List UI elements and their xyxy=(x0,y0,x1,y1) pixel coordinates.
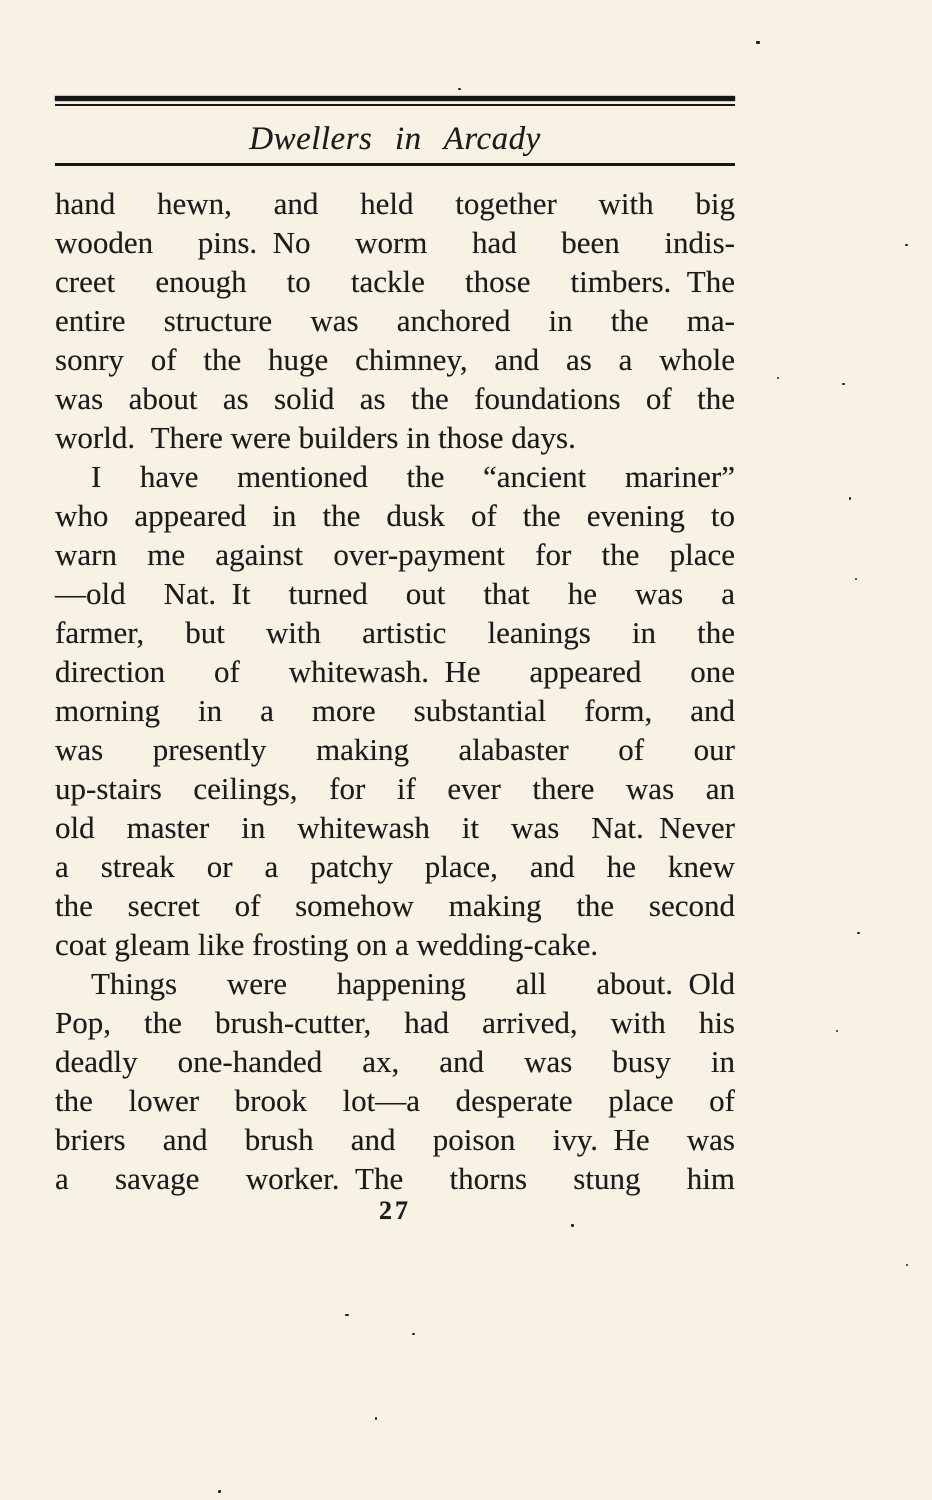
text-line: warn me against over-payment for the place xyxy=(55,537,735,572)
text-line: up-stairs ceilings, for if ever there was an xyxy=(55,771,735,806)
text-line: hand hewn, and held together with big xyxy=(55,186,735,221)
dust-speck xyxy=(855,578,857,580)
dust-speck xyxy=(777,377,779,379)
dust-speck xyxy=(857,932,860,934)
text-line: I have mentioned the “ancient mariner” xyxy=(91,459,735,494)
dust-speck xyxy=(412,1333,415,1335)
dust-speck xyxy=(836,1030,838,1032)
dust-speck xyxy=(218,1490,221,1493)
dust-speck xyxy=(906,1264,908,1266)
text-line: was presently making alabaster of our xyxy=(55,732,735,767)
header-rule-thick xyxy=(55,96,735,101)
text-line: old master in whitewash it was Nat. Never xyxy=(55,810,735,845)
text-line: creet enough to tackle those timbers. The xyxy=(55,264,735,299)
page-number: 27 xyxy=(379,1196,411,1225)
dust-speck xyxy=(849,497,851,500)
text-line: who appeared in the dusk of the evening to xyxy=(55,498,735,533)
text-line: entire structure was anchored in the ma- xyxy=(55,303,735,338)
text-line: —old Nat. It turned out that he was a xyxy=(55,576,735,611)
dust-speck xyxy=(458,88,461,90)
text-line: world. There were builders in those days. xyxy=(55,420,576,455)
dust-speck xyxy=(375,1417,377,1420)
text-line: farmer, but with artistic leanings in the xyxy=(55,615,735,650)
dust-speck xyxy=(345,1314,349,1316)
dust-speck xyxy=(842,383,845,385)
dust-speck xyxy=(756,41,760,44)
body-text xyxy=(55,184,735,1198)
dust-speck xyxy=(905,244,908,246)
dust-speck xyxy=(571,1224,574,1227)
text-line: a savage worker. The thorns stung him xyxy=(55,1161,735,1196)
text-line: a streak or a patchy place, and he knew xyxy=(55,849,735,884)
text-line: coat gleam like frosting on a wedding-cake. xyxy=(55,927,599,962)
text-line: direction of whitewash. He appeared one xyxy=(55,654,735,689)
text-line: Things were happening all about. Old xyxy=(91,966,735,1001)
header-rule-thin xyxy=(55,104,735,106)
text-line: was about as solid as the foundations of the xyxy=(55,381,735,416)
text-line: sonry of the huge chimney, and as a whole xyxy=(55,342,735,377)
text-line: wooden pins. No worm had been indis- xyxy=(55,225,735,260)
text-line: Pop, the brush-cutter, had arrived, with his xyxy=(55,1005,735,1040)
text-line: briers and brush and poison ivy. He was xyxy=(55,1122,735,1157)
text-line: deadly one-handed ax, and was busy in xyxy=(55,1044,735,1079)
running-head-title: Dwellers in Arcady xyxy=(249,121,541,157)
text-line: morning in a more substantial form, and xyxy=(55,693,735,728)
header-rule-under xyxy=(55,163,735,166)
text-line: the secret of somehow making the second xyxy=(55,888,735,923)
text-line: the lower brook lot—a desperate place of xyxy=(55,1083,735,1118)
